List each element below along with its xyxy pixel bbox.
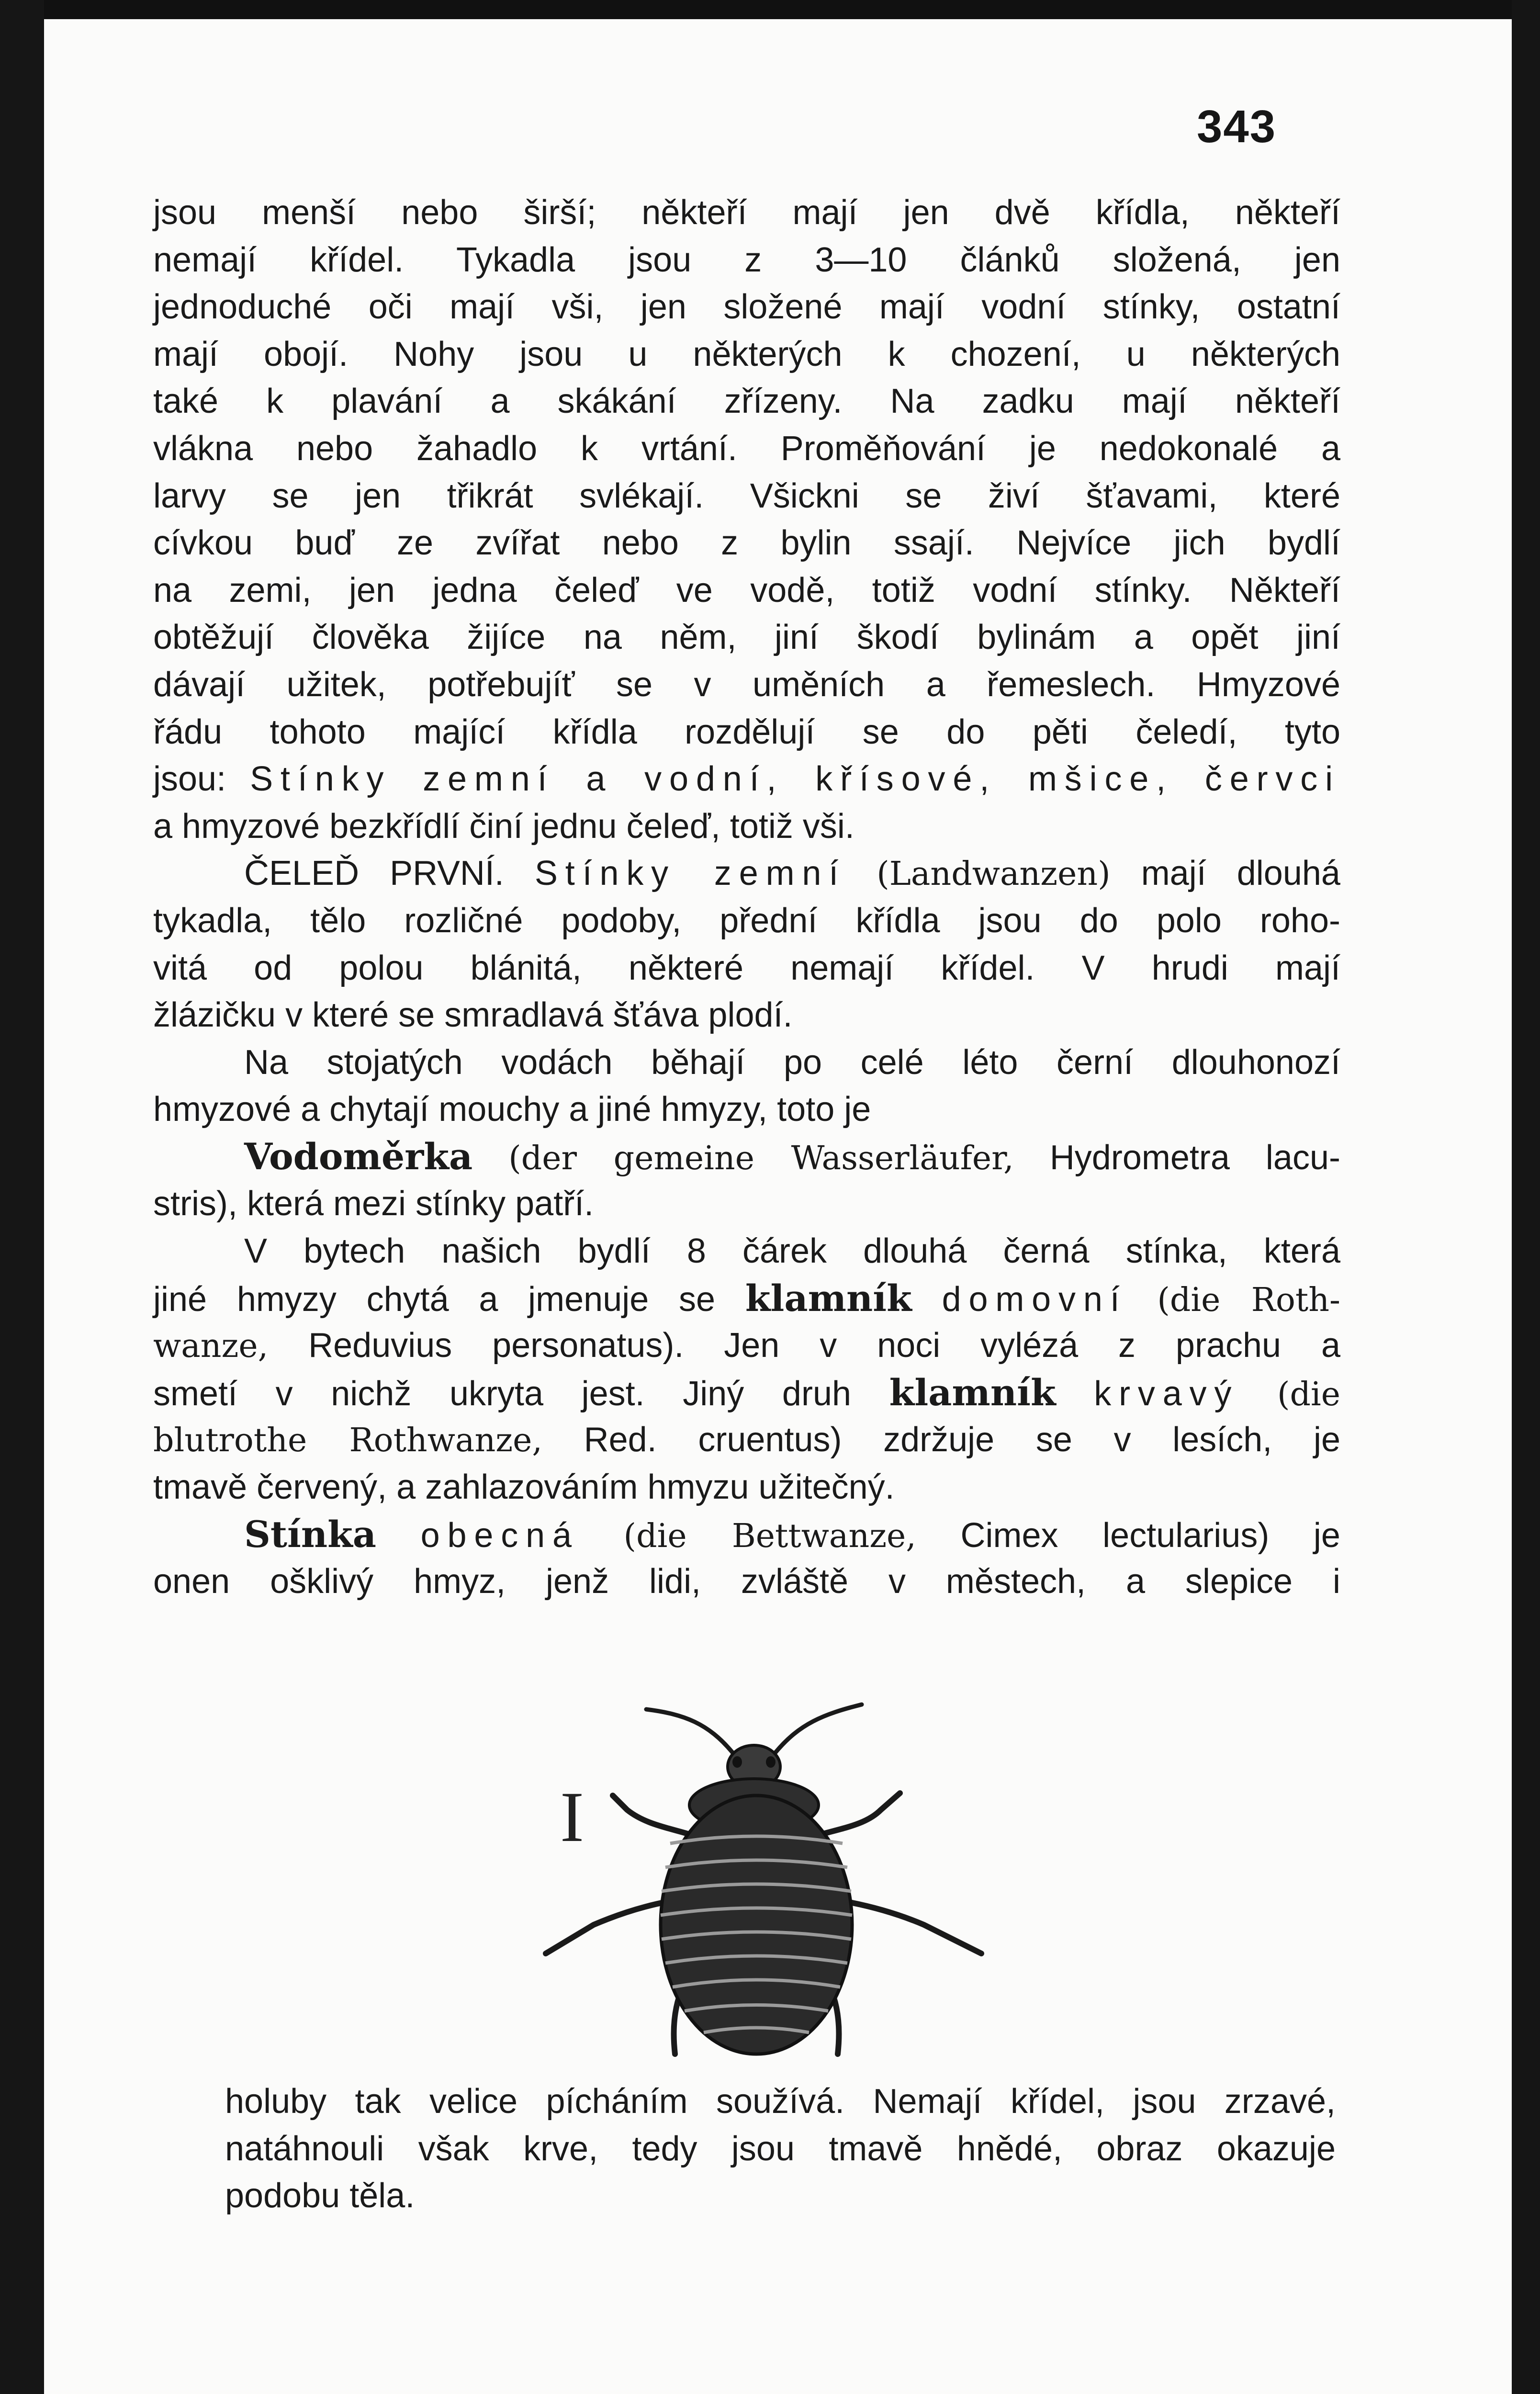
- spaced-term: obecná: [420, 1516, 579, 1555]
- text-line: dávají užitek, potřebujíť se v uměních a řemeslech. Hmyzové: [153, 665, 1340, 704]
- line-rest: Red. cruentus) zdržuje se v lesích, je: [584, 1421, 1340, 1459]
- bug-eye-right: [766, 1756, 776, 1768]
- spaced-terms: Stínky zemní a vodní, křísové, mšice, červci: [250, 760, 1340, 799]
- line-lead: jsou:: [153, 760, 226, 799]
- text-line: tmavě červený, a zahlazováním hmyzu užitečný.: [153, 1468, 895, 1507]
- figure-label: I: [560, 1777, 584, 1857]
- text-line: hmyzové a chytají mouchy a jiné hmyzy, toto je: [153, 1090, 871, 1129]
- german-term: wanze,: [153, 1327, 269, 1366]
- bug-abdomen: [661, 1796, 852, 2054]
- text-line: jednoduché oči mají vši, jen složené mají vodní stínky, ostatní: [153, 288, 1340, 327]
- spaced-term: krvavý: [1094, 1374, 1239, 1413]
- species-name: klamník: [745, 1276, 912, 1320]
- line-lead: jiné hmyzy chytá a jmenuje se: [153, 1280, 716, 1319]
- text-line: [153, 850, 1340, 897]
- german-term: (die: [1277, 1375, 1341, 1413]
- scan-edge-right: [1512, 0, 1540, 2394]
- latin-name: Hydrometra lacu-: [1049, 1138, 1340, 1177]
- line-rest: Cimex lectularius) je: [960, 1516, 1340, 1555]
- bug-eye-left: [732, 1756, 742, 1768]
- antenna-right: [776, 1705, 862, 1752]
- scan-edge-left: [0, 0, 44, 2394]
- german-term: (die Roth-: [1157, 1281, 1341, 1319]
- german-term: (der gemeine Wasserläufer,: [508, 1139, 1014, 1177]
- continuation-text: [225, 2078, 1336, 2220]
- text-line: vlákna nebo žahadlo k vrtání. Proměňování je nedokonalé a: [153, 429, 1340, 468]
- antenna-left: [646, 1709, 732, 1752]
- spaced-term: Stínky zemní: [534, 854, 846, 893]
- text-line: [153, 1322, 1340, 1369]
- text-line: holuby tak velice pícháním soužívá. Nemají křídel, jsou zrzavé,: [225, 2082, 1336, 2121]
- line-lead: smetí v nichž ukryta jest. Jiný druh: [153, 1374, 852, 1413]
- german-term: (die Bettwanze,: [623, 1517, 916, 1555]
- text-line: [153, 1275, 1340, 1322]
- text-line: [153, 1133, 1340, 1181]
- main-text: [153, 189, 1340, 1605]
- text-line: jsou menší nebo širší; někteří mají jen dvě křídla, někteří: [153, 193, 1340, 232]
- text-line: [153, 1369, 1340, 1417]
- text-line: [153, 756, 1340, 803]
- text-line: onen ošklivý hmyz, jenž lidi, zvláště v městech, a slepice i: [153, 1562, 1340, 1601]
- text-line: a hmyzové bezkřídlí činí jednu čeleď, totiž vši.: [153, 807, 854, 846]
- text-line: larvy se jen třikrát svlékají. Všickni se živí šťavami, které: [153, 476, 1340, 515]
- text-line: podobu těla.: [225, 2177, 415, 2215]
- text-line: mají obojí. Nohy jsou u některých k chození, u některých: [153, 335, 1340, 373]
- bedbug-illustration: [527, 1685, 1010, 2068]
- text-line: tykadla, tělo rozličné podoby, přední křídla jsou do polo roho-: [153, 901, 1340, 940]
- text-line: nemají křídel. Tykadla jsou z 3—10 článků složená, jen: [153, 240, 1340, 279]
- page-number: 343: [1197, 101, 1277, 152]
- species-name: klamník: [889, 1371, 1056, 1414]
- species-name: Stínka: [244, 1513, 377, 1556]
- german-term: blutrothe Rothwanze,: [153, 1422, 542, 1460]
- text-line: vitá od polou blánitá, některé nemají křídel. V hrudi mají: [153, 949, 1340, 987]
- german-term: (Landwanzen): [877, 855, 1111, 893]
- text-line: žlázičku v které se smradlavá šťáva plodí.: [153, 996, 793, 1035]
- text-line: Na stojatých vodách běhají po celé léto černí dlouhonozí: [244, 1043, 1340, 1082]
- line-rest: Reduvius personatus). Jen v noci vylézá z prachu a: [308, 1326, 1340, 1365]
- text-line: [153, 1511, 1340, 1558]
- text-line: natáhnouli však krve, tedy jsou tmavě hnědé, obraz okazuje: [225, 2129, 1336, 2168]
- scan-edge-top: [0, 0, 1540, 19]
- text-line: také k plavání a skákání zřízeny. Na zadku mají někteří: [153, 382, 1340, 421]
- text-line: řádu tohoto mající křídla rozdělují se do pěti čeledí, tyto: [153, 712, 1340, 751]
- section-heading: ČELEĎ PRVNÍ.: [244, 854, 504, 893]
- text-line: cívkou buď ze zvířat nebo z bylin ssají. Nejvíce jich bydlí: [153, 524, 1340, 563]
- text-line: V bytech našich bydlí 8 čárek dlouhá černá stínka, která: [244, 1232, 1340, 1271]
- text-line: [153, 1416, 1340, 1464]
- line-rest: mají dlouhá: [1141, 854, 1340, 893]
- text-line: obtěžují člověka žijíce na něm, jiní škodí bylinám a opět jiní: [153, 618, 1340, 657]
- species-name: Vodoměrka: [244, 1135, 473, 1178]
- text-line: stris), která mezi stínky patří.: [153, 1185, 594, 1223]
- text-line: na zemi, jen jedna čeleď ve vodě, totiž vodní stínky. Někteří: [153, 571, 1340, 610]
- spaced-term: domovní: [942, 1280, 1127, 1319]
